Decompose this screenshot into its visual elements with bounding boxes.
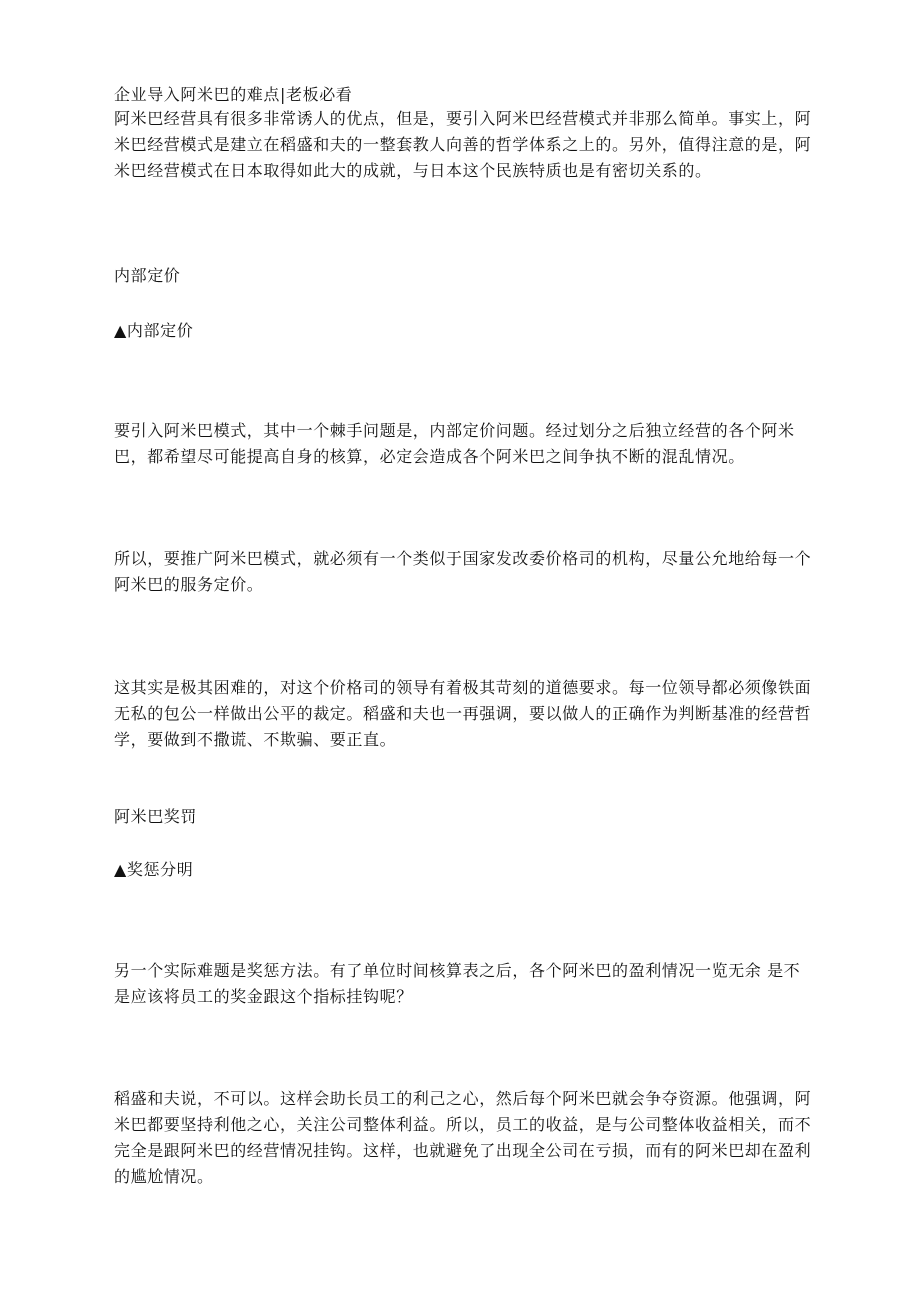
paragraph: 稻盛和夫说，不可以。这样会助长员工的利己之心，然后每个阿米巴就会争夺资源。他强调，阿米巴都要坚持利他之心，关注公司整体利益。所以，员工的收益，是与公司整体收益相关，而不完全是跟阿米巴的经营情况挂钩。这样，也就避免了出现全公司在亏损，而有的阿米巴却在盈利的尴尬情况。 [114,1089,812,1186]
intro-paragraph: 阿米巴经营具有很多非常诱人的优点，但是，要引入阿米巴经营模式并非那么简单。事实上，阿米巴经营模式是建立在稻盛和夫的一整套教人向善的哲学体系之上的。另外，值得注意的是，阿米巴经营模式在日本取得如此大的成就，与日本这个民族特质也是有密切关系的。 [114,109,812,180]
paragraph: 所以，要推广阿米巴模式，就必须有一个类似于国家发改委价格司的机构，尽量公允地给每一个阿米巴的服务定价。 [114,549,812,594]
document-title: 企业导入阿米巴的难点|老板必看 [114,85,353,104]
paragraph: 要引入阿米巴模式，其中一个棘手问题是，内部定价问题。经过划分之后独立经营的各个阿米巴，都希望尽可能提高自身的核算，必定会造成各个阿米巴之间争执不断的混乱情况。 [114,421,795,466]
section-heading-rewards: 阿米巴奖罚 [114,807,198,826]
paragraph: 这其实是极其困难的，对这个价格司的领导有着极其苛刻的道德要求。每一位领导都必须像铁面无私的包公一样做出公平的裁定。稻盛和夫也一再强调，要以做人的正确作为判断基准的经营哲学，要做到不撒谎、不欺骗、要正直。 [114,678,812,749]
image-caption-internal-pricing: ▲内部定价 [114,321,194,340]
image-caption-rewards: ▲奖惩分明 [114,860,194,879]
paragraph: 另一个实际难题是奖惩方法。有了单位时间核算表之后，各个阿米巴的盈利情况一览无余 是不是应该将员工的奖金跟这个指标挂钩呢？ [114,961,801,1006]
section-heading-internal-pricing: 内部定价 [114,266,181,285]
